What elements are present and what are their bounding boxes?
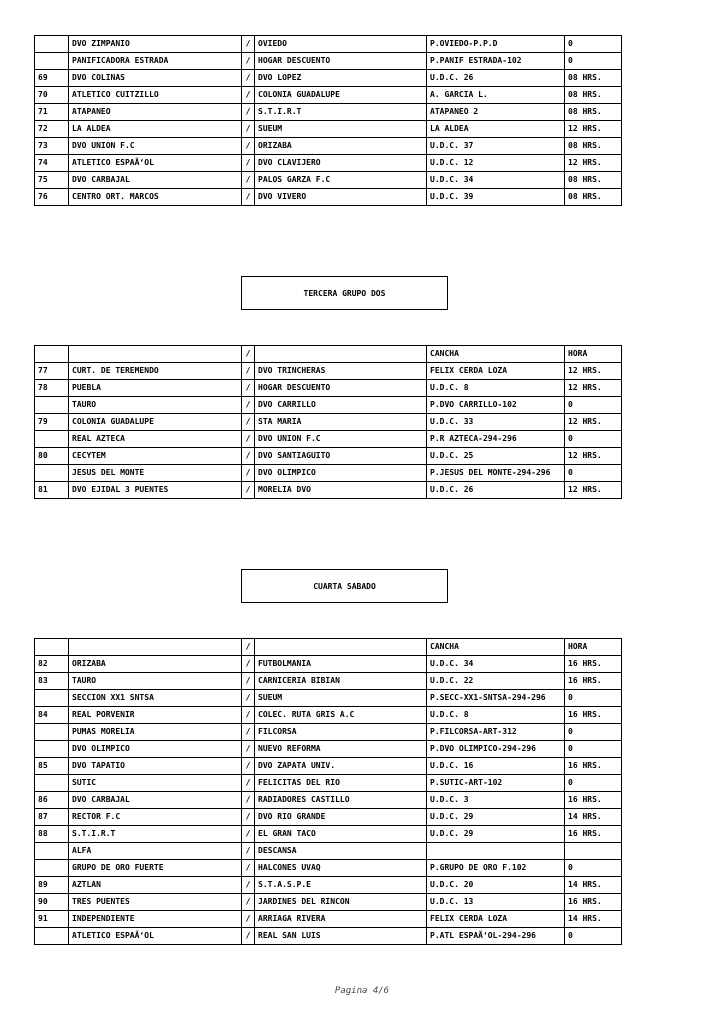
section-title-tercera (241, 276, 448, 310)
time-cell: 16 HRS. (565, 673, 622, 690)
time-cell: 16 HRS. (565, 707, 622, 724)
time-cell: 12 HRS. (565, 448, 622, 465)
venue-cell: U.D.C. 29 (427, 826, 565, 843)
separator-cell: / (242, 53, 255, 70)
home-team-cell: CECYTEM (69, 448, 242, 465)
table-row (35, 36, 622, 53)
time-cell: 0 (565, 724, 622, 741)
separator-cell: / (242, 826, 255, 843)
separator-cell: / (242, 928, 255, 945)
separator-cell: / (242, 397, 255, 414)
away-team-cell: COLONIA GUADALUPE (255, 87, 427, 104)
match-number-cell: 90 (35, 894, 69, 911)
home-team-cell: DVO UNION F.C (69, 138, 242, 155)
separator-cell: / (242, 775, 255, 792)
venue-cell: FELIX CERDA LOZA (427, 363, 565, 380)
separator-cell: / (242, 87, 255, 104)
away-team-cell: SUEUM (255, 121, 427, 138)
venue-cell: U.D.C. 22 (427, 673, 565, 690)
separator-cell: / (242, 911, 255, 928)
match-number-cell: 70 (35, 87, 69, 104)
home-team-cell: INDEPENDIENTE (69, 911, 242, 928)
time-cell: 0 (565, 741, 622, 758)
match-number-cell: 72 (35, 121, 69, 138)
match-number-cell (35, 775, 69, 792)
match-number-cell (35, 724, 69, 741)
schedule-table-3 (34, 638, 622, 945)
home-team-cell: DVO ZIMPANIO (69, 36, 242, 53)
away-team-cell: DVO OLIMPICO (255, 465, 427, 482)
table-row (35, 792, 622, 809)
separator-cell: / (242, 809, 255, 826)
table-header-row (35, 639, 622, 656)
section-title-text: CUARTA SABADO (313, 581, 376, 591)
time-cell: 16 HRS. (565, 792, 622, 809)
separator-cell: / (242, 172, 255, 189)
separator-cell: / (242, 380, 255, 397)
venue-cell: P.ATL ESPAÃ‘OL-294-296 (427, 928, 565, 945)
match-number-cell: 69 (35, 70, 69, 87)
time-cell: 0 (565, 465, 622, 482)
time-cell: 16 HRS. (565, 826, 622, 843)
match-number-cell: 77 (35, 363, 69, 380)
separator-cell: / (242, 189, 255, 206)
home-team-cell: PUEBLA (69, 380, 242, 397)
away-team-cell: NUEVO REFORMA (255, 741, 427, 758)
match-number-cell (35, 465, 69, 482)
match-number-cell: 89 (35, 877, 69, 894)
venue-cell: U.D.C. 29 (427, 809, 565, 826)
separator-cell: / (242, 482, 255, 499)
away-team-cell: DVO VIVERO (255, 189, 427, 206)
section-title-text: TERCERA GRUPO DOS (303, 288, 386, 298)
away-team-cell: JARDINES DEL RINCON (255, 894, 427, 911)
table-row (35, 724, 622, 741)
separator-cell: / (242, 792, 255, 809)
time-cell: 14 HRS. (565, 809, 622, 826)
separator-cell: / (242, 860, 255, 877)
venue-cell: P.DVO CARRILLO-102 (427, 397, 565, 414)
time-cell: 12 HRS. (565, 363, 622, 380)
header-venue-cell: CANCHA (427, 639, 565, 656)
home-team-cell: RECTOR F.C (69, 809, 242, 826)
header-time-cell: HORA (565, 639, 622, 656)
separator-cell: / (242, 138, 255, 155)
match-number-cell: 88 (35, 826, 69, 843)
time-cell: 14 HRS. (565, 911, 622, 928)
table-row (35, 843, 622, 860)
time-cell: 0 (565, 860, 622, 877)
time-cell: 16 HRS. (565, 656, 622, 673)
away-team-cell: FELICITAS DEL RIO (255, 775, 427, 792)
separator-cell: / (242, 121, 255, 138)
match-number-cell: 82 (35, 656, 69, 673)
home-team-cell: DVO TAPATIO (69, 758, 242, 775)
away-team-cell: DVO LOPEZ (255, 70, 427, 87)
time-cell: 12 HRS. (565, 380, 622, 397)
separator-cell: / (242, 724, 255, 741)
header-separator-cell: / (242, 639, 255, 656)
venue-cell: FELIX CERDA LOZA (427, 911, 565, 928)
header-away-team-cell (255, 346, 427, 363)
table-row (35, 894, 622, 911)
away-team-cell: STA MARIA (255, 414, 427, 431)
away-team-cell: DVO UNION F.C (255, 431, 427, 448)
match-number-cell: 78 (35, 380, 69, 397)
table-row (35, 363, 622, 380)
venue-cell: U.D.C. 33 (427, 414, 565, 431)
header-match-number-cell (35, 346, 69, 363)
venue-cell: U.D.C. 16 (427, 758, 565, 775)
home-team-cell: DVO CARBAJAL (69, 172, 242, 189)
table-row (35, 431, 622, 448)
match-number-cell: 73 (35, 138, 69, 155)
venue-cell: P.FILCORSA-ART-312 (427, 724, 565, 741)
home-team-cell: DVO COLINAS (69, 70, 242, 87)
header-time-cell: HORA (565, 346, 622, 363)
venue-cell: ATAPANEO 2 (427, 104, 565, 121)
table-row (35, 911, 622, 928)
table-row (35, 121, 622, 138)
away-team-cell: ARRIAGA RIVERA (255, 911, 427, 928)
table-row (35, 414, 622, 431)
away-team-cell: DVO TRINCHERAS (255, 363, 427, 380)
separator-cell: / (242, 843, 255, 860)
separator-cell: / (242, 465, 255, 482)
table-row (35, 826, 622, 843)
table-row (35, 138, 622, 155)
venue-cell: U.D.C. 34 (427, 656, 565, 673)
table-row (35, 53, 622, 70)
table-header-row (35, 346, 622, 363)
venue-cell (427, 843, 565, 860)
away-team-cell: S.T.I.R.T (255, 104, 427, 121)
home-team-cell: ATLETICO CUITZILLO (69, 87, 242, 104)
table-row (35, 707, 622, 724)
away-team-cell: CARNICERIA BIBIAN (255, 673, 427, 690)
table-body (35, 36, 622, 206)
header-venue-cell: CANCHA (427, 346, 565, 363)
time-cell: 0 (565, 36, 622, 53)
venue-cell: U.D.C. 12 (427, 155, 565, 172)
table-row (35, 465, 622, 482)
home-team-cell: COLONIA GUADALUPE (69, 414, 242, 431)
page-number: Pagina 4/6 (334, 986, 390, 996)
away-team-cell: FUTBOLMANIA (255, 656, 427, 673)
home-team-cell: PANIFICADORA ESTRADA (69, 53, 242, 70)
home-team-cell: ORIZABA (69, 656, 242, 673)
table-body (35, 346, 622, 499)
header-home-team-cell (69, 346, 242, 363)
time-cell: 08 HRS. (565, 189, 622, 206)
away-team-cell: OVIEDO (255, 36, 427, 53)
home-team-cell: REAL PORVENIR (69, 707, 242, 724)
separator-cell: / (242, 656, 255, 673)
separator-cell: / (242, 36, 255, 53)
venue-cell: U.D.C. 26 (427, 70, 565, 87)
venue-cell: U.D.C. 37 (427, 138, 565, 155)
venue-cell: U.D.C. 25 (427, 448, 565, 465)
venue-cell: P.OVIEDO-P.P.D (427, 36, 565, 53)
time-cell: 0 (565, 690, 622, 707)
table-row (35, 656, 622, 673)
table-row (35, 928, 622, 945)
match-number-cell (35, 928, 69, 945)
table-row (35, 380, 622, 397)
table-body (35, 639, 622, 945)
table-row (35, 448, 622, 465)
match-number-cell: 71 (35, 104, 69, 121)
separator-cell: / (242, 70, 255, 87)
venue-cell: P.R AZTECA-294-296 (427, 431, 565, 448)
match-number-cell: 87 (35, 809, 69, 826)
time-cell (565, 843, 622, 860)
venue-cell: A. GARCIA L. (427, 87, 565, 104)
match-number-cell (35, 431, 69, 448)
home-team-cell: REAL AZTECA (69, 431, 242, 448)
time-cell: 12 HRS. (565, 414, 622, 431)
table-row (35, 189, 622, 206)
separator-cell: / (242, 673, 255, 690)
match-number-cell: 84 (35, 707, 69, 724)
match-number-cell (35, 741, 69, 758)
match-number-cell: 85 (35, 758, 69, 775)
match-number-cell (35, 36, 69, 53)
time-cell: 16 HRS. (565, 758, 622, 775)
home-team-cell: CURT. DE TEREMENDO (69, 363, 242, 380)
header-home-team-cell (69, 639, 242, 656)
home-team-cell: AZTLAN (69, 877, 242, 894)
time-cell: 08 HRS. (565, 104, 622, 121)
time-cell: 14 HRS. (565, 877, 622, 894)
separator-cell: / (242, 155, 255, 172)
time-cell: 0 (565, 397, 622, 414)
away-team-cell: FILCORSA (255, 724, 427, 741)
separator-cell: / (242, 431, 255, 448)
home-team-cell: ALFA (69, 843, 242, 860)
separator-cell: / (242, 741, 255, 758)
table-row (35, 104, 622, 121)
venue-cell: U.D.C. 13 (427, 894, 565, 911)
home-team-cell: ATLETICO ESPAÃ‘OL (69, 928, 242, 945)
match-number-cell: 83 (35, 673, 69, 690)
venue-cell: P.JESUS DEL MONTE-294-296 (427, 465, 565, 482)
separator-cell: / (242, 448, 255, 465)
venue-cell: U.D.C. 8 (427, 707, 565, 724)
table-row (35, 87, 622, 104)
away-team-cell: PALOS GARZA F.C (255, 172, 427, 189)
time-cell: 0 (565, 53, 622, 70)
away-team-cell: ORIZABA (255, 138, 427, 155)
home-team-cell: DVO CARBAJAL (69, 792, 242, 809)
table-row (35, 155, 622, 172)
match-number-cell: 79 (35, 414, 69, 431)
separator-cell: / (242, 707, 255, 724)
table-row (35, 172, 622, 189)
home-team-cell: TRES PUENTES (69, 894, 242, 911)
time-cell: 16 HRS. (565, 894, 622, 911)
away-team-cell: HOGAR DESCUENTO (255, 53, 427, 70)
header-away-team-cell (255, 639, 427, 656)
home-team-cell: GRUPO DE ORO FUERTE (69, 860, 242, 877)
match-number-cell: 80 (35, 448, 69, 465)
match-number-cell (35, 843, 69, 860)
home-team-cell: S.T.I.R.T (69, 826, 242, 843)
table-row (35, 673, 622, 690)
time-cell: 12 HRS. (565, 482, 622, 499)
venue-cell: U.D.C. 34 (427, 172, 565, 189)
table-row (35, 482, 622, 499)
separator-cell: / (242, 104, 255, 121)
away-team-cell: RADIADORES CASTILLO (255, 792, 427, 809)
table-row (35, 775, 622, 792)
away-team-cell: DVO ZAPATA UNIV. (255, 758, 427, 775)
venue-cell: P.SUTIC-ART-102 (427, 775, 565, 792)
schedule-table-2 (34, 345, 622, 499)
home-team-cell: TAURO (69, 673, 242, 690)
separator-cell: / (242, 758, 255, 775)
time-cell: 0 (565, 928, 622, 945)
match-number-cell: 81 (35, 482, 69, 499)
time-cell: 0 (565, 775, 622, 792)
venue-cell: U.D.C. 39 (427, 189, 565, 206)
separator-cell: / (242, 690, 255, 707)
home-team-cell: ATLETICO ESPAÃ‘OL (69, 155, 242, 172)
match-number-cell: 74 (35, 155, 69, 172)
table-row (35, 397, 622, 414)
match-number-cell (35, 397, 69, 414)
venue-cell: U.D.C. 3 (427, 792, 565, 809)
venue-cell: U.D.C. 20 (427, 877, 565, 894)
venue-cell: LA ALDEA (427, 121, 565, 138)
home-team-cell: LA ALDEA (69, 121, 242, 138)
table-row (35, 758, 622, 775)
venue-cell: P.GRUPO DE ORO F.102 (427, 860, 565, 877)
away-team-cell: DVO RIO GRANDE (255, 809, 427, 826)
home-team-cell: PUMAS MORELIA (69, 724, 242, 741)
home-team-cell: JESUS DEL MONTE (69, 465, 242, 482)
match-number-cell (35, 53, 69, 70)
table-row (35, 860, 622, 877)
away-team-cell: MORELIA DVO (255, 482, 427, 499)
time-cell: 0 (565, 431, 622, 448)
home-team-cell: SECCION XX1 SNTSA (69, 690, 242, 707)
table-row (35, 690, 622, 707)
match-number-cell: 76 (35, 189, 69, 206)
away-team-cell: REAL SAN LUIS (255, 928, 427, 945)
time-cell: 12 HRS. (565, 155, 622, 172)
time-cell: 12 HRS. (565, 121, 622, 138)
separator-cell: / (242, 894, 255, 911)
home-team-cell: DVO EJIDAL 3 PUENTES (69, 482, 242, 499)
away-team-cell: SUEUM (255, 690, 427, 707)
home-team-cell: SUTIC (69, 775, 242, 792)
match-number-cell (35, 860, 69, 877)
table-row (35, 70, 622, 87)
home-team-cell: TAURO (69, 397, 242, 414)
venue-cell: U.D.C. 26 (427, 482, 565, 499)
header-separator-cell: / (242, 346, 255, 363)
time-cell: 08 HRS. (565, 172, 622, 189)
away-team-cell: DVO CARRILLO (255, 397, 427, 414)
home-team-cell: ATAPANEO (69, 104, 242, 121)
away-team-cell: COLEC. RUTA GRIS A.C (255, 707, 427, 724)
home-team-cell: CENTRO ORT. MARCOS (69, 189, 242, 206)
away-team-cell: HOGAR DESCUENTO (255, 380, 427, 397)
away-team-cell: HALCONES UVAQ (255, 860, 427, 877)
venue-cell: P.DVO OLIMPICO-294-296 (427, 741, 565, 758)
match-number-cell: 91 (35, 911, 69, 928)
schedule-table-1 (34, 35, 622, 206)
home-team-cell: DVO OLIMPICO (69, 741, 242, 758)
away-team-cell: EL GRAN TACO (255, 826, 427, 843)
match-number-cell: 86 (35, 792, 69, 809)
header-match-number-cell (35, 639, 69, 656)
venue-cell: U.D.C. 8 (427, 380, 565, 397)
section-title-cuarta (241, 569, 448, 603)
venue-cell: P.SECC-XX1-SNTSA-294-296 (427, 690, 565, 707)
match-number-cell (35, 690, 69, 707)
venue-cell: P.PANIF ESTRADA-102 (427, 53, 565, 70)
time-cell: 08 HRS. (565, 87, 622, 104)
table-row (35, 809, 622, 826)
match-number-cell: 75 (35, 172, 69, 189)
away-team-cell: DESCANSA (255, 843, 427, 860)
time-cell: 08 HRS. (565, 138, 622, 155)
separator-cell: / (242, 414, 255, 431)
separator-cell: / (242, 363, 255, 380)
table-row (35, 741, 622, 758)
table-row (35, 877, 622, 894)
time-cell: 08 HRS. (565, 70, 622, 87)
away-team-cell: DVO CLAVIJERO (255, 155, 427, 172)
separator-cell: / (242, 877, 255, 894)
away-team-cell: DVO SANTIAGUITO (255, 448, 427, 465)
away-team-cell: S.T.A.S.P.E (255, 877, 427, 894)
